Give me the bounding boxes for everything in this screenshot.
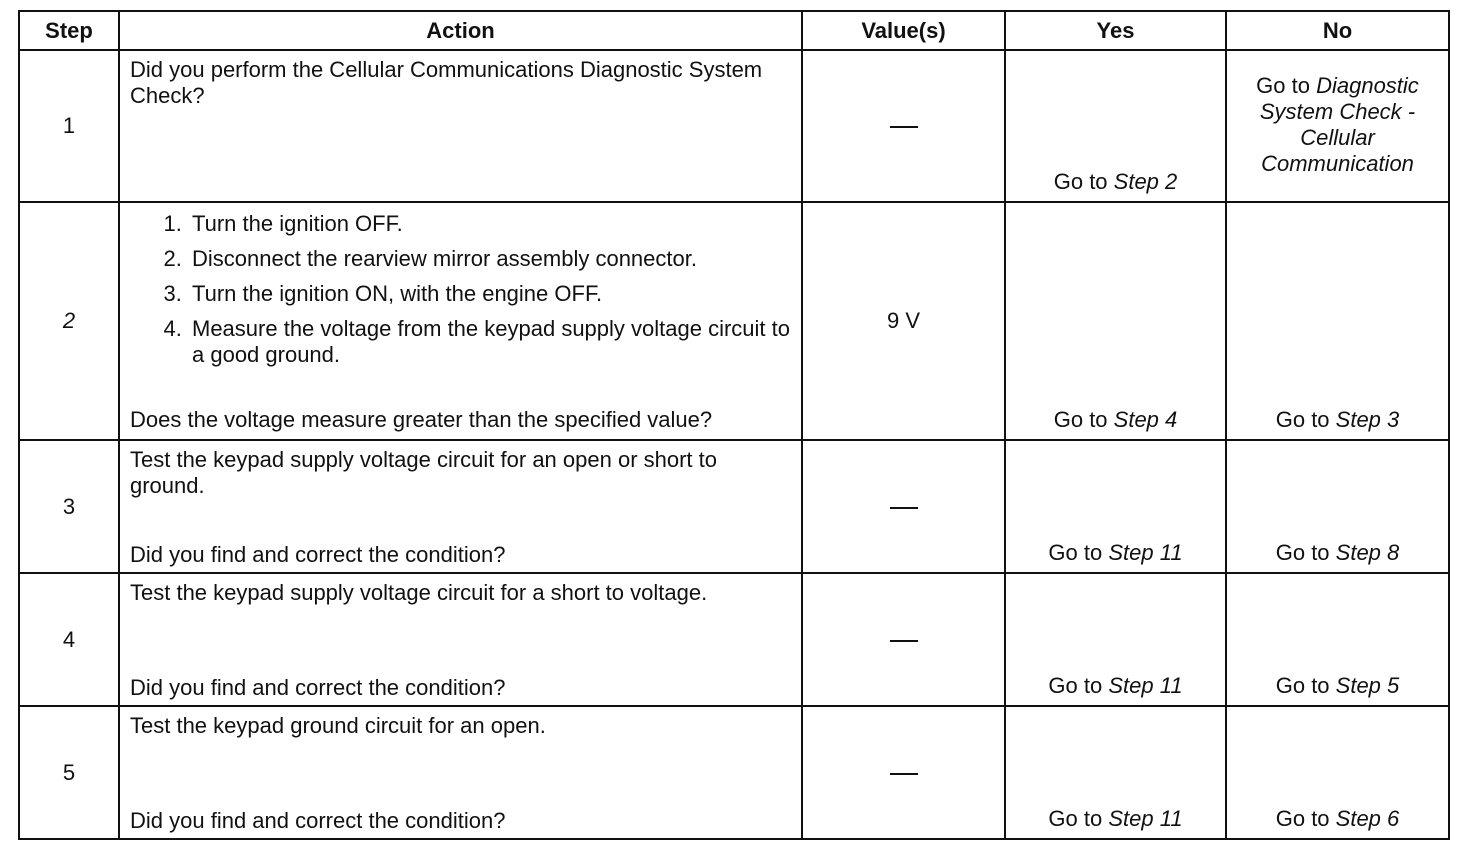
yes-cell — [1005, 202, 1226, 440]
action-cell — [119, 706, 802, 839]
action-step: 3. Turn the ignition ON, with the engine OFF. — [188, 281, 793, 307]
no-target-link[interactable]: Step 3 — [1335, 407, 1400, 432]
header-no: No — [1226, 11, 1449, 50]
no-prefix: Go to — [1275, 673, 1336, 698]
no-prefix: Go to — [1256, 73, 1317, 98]
yes-target-link[interactable]: Step 11 — [1108, 673, 1183, 698]
action-question: Does the voltage measure greater than the specified value? — [130, 407, 713, 432]
action-cell — [119, 440, 802, 573]
yes-prefix: Go to — [1048, 540, 1109, 565]
yes-target-link[interactable]: Step 11 — [1108, 806, 1183, 831]
no-cell — [1226, 202, 1449, 440]
action-text: Test the keypad ground circuit for an open. — [130, 713, 546, 738]
yes-cell — [1005, 440, 1226, 573]
yes-cell — [1005, 50, 1226, 202]
step-number: 3 — [19, 440, 119, 573]
value-cell — [802, 202, 1005, 440]
header-action: Action — [119, 11, 802, 50]
no-prefix: Go to — [1275, 407, 1336, 432]
value-dash — [890, 640, 918, 642]
no-cell — [1226, 440, 1449, 573]
step-number: 5 — [19, 706, 119, 839]
no-target-link[interactable]: Step 5 — [1335, 673, 1400, 698]
table-row — [19, 573, 1449, 706]
diagnostic-page — [18, 10, 1448, 836]
table-row — [19, 440, 1449, 573]
value-cell — [802, 440, 1005, 573]
action-step: 1. Turn the ignition OFF. — [188, 211, 793, 237]
action-steps-list — [130, 211, 793, 377]
action-cell — [119, 50, 802, 202]
no-prefix: Go to — [1275, 540, 1336, 565]
no-cell — [1226, 706, 1449, 839]
action-cell — [119, 202, 802, 440]
no-cell — [1226, 50, 1449, 202]
table-row — [19, 706, 1449, 839]
no-cell — [1226, 573, 1449, 706]
value-dash — [890, 773, 918, 775]
yes-prefix: Go to — [1053, 169, 1114, 194]
value-text: 9 V — [886, 308, 921, 333]
step-number-text: 2 — [62, 308, 76, 333]
header-values: Value(s) — [802, 11, 1005, 50]
action-text: Did you perform the Cellular Communications Diagnostic System Check? — [130, 57, 763, 108]
yes-prefix: Go to — [1048, 806, 1109, 831]
action-question: Did you find and correct the condition? — [130, 808, 506, 833]
no-target-link[interactable]: Diagnostic System Check - Cellular Communication — [1259, 73, 1419, 176]
value-cell — [802, 50, 1005, 202]
diagnostic-table — [18, 10, 1450, 840]
yes-target-link[interactable]: Step 2 — [1113, 169, 1178, 194]
yes-cell — [1005, 573, 1226, 706]
table-row — [19, 50, 1449, 202]
table-row — [19, 202, 1449, 440]
no-target-link[interactable]: Step 6 — [1335, 806, 1400, 831]
value-cell — [802, 706, 1005, 839]
action-question: Did you find and correct the condition? — [130, 675, 506, 700]
value-dash — [890, 507, 918, 509]
step-number: 1 — [19, 50, 119, 202]
header-yes: Yes — [1005, 11, 1226, 50]
value-dash — [890, 126, 918, 128]
yes-target-link[interactable]: Step 4 — [1113, 407, 1178, 432]
yes-prefix: Go to — [1048, 673, 1109, 698]
no-target-link[interactable]: Step 8 — [1335, 540, 1400, 565]
header-step: Step — [19, 11, 119, 50]
table-header-row — [19, 11, 1449, 50]
yes-prefix: Go to — [1053, 407, 1114, 432]
action-text: Test the keypad supply voltage circuit for a short to voltage. — [130, 580, 708, 605]
no-prefix: Go to — [1275, 806, 1336, 831]
action-question: Did you find and correct the condition? — [130, 542, 506, 567]
action-text: Test the keypad supply voltage circuit for an open or short to ground. — [130, 447, 717, 498]
action-cell — [119, 573, 802, 706]
yes-cell — [1005, 706, 1226, 839]
action-step: 4. Measure the voltage from the keypad supply voltage circuit to a good ground. — [188, 316, 793, 368]
value-cell — [802, 573, 1005, 706]
step-number — [19, 202, 119, 440]
step-number: 4 — [19, 573, 119, 706]
yes-target-link[interactable]: Step 11 — [1108, 540, 1183, 565]
action-step: 2. Disconnect the rearview mirror assembly connector. — [188, 246, 793, 272]
